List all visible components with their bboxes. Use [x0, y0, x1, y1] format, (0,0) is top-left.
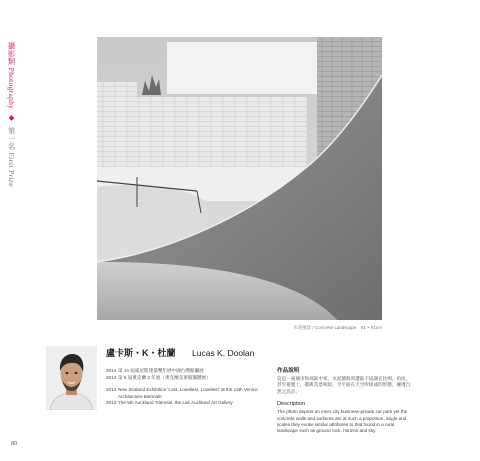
- artwork-photo: [97, 37, 382, 320]
- artwork-description: [277, 366, 412, 435]
- prize-en: First Prize: [7, 152, 16, 187]
- artist-name: [106, 346, 254, 359]
- artist-bio: [106, 368, 266, 407]
- description-heading-en: Description: [277, 401, 305, 408]
- description-heading-zh: 作品說明: [277, 368, 300, 374]
- bio-year: 2013: [106, 374, 117, 380]
- artwork-caption: 水泥風景 / Concrete Landscape 81 × 81cm: [293, 325, 382, 330]
- concrete-landscape-image: [97, 37, 382, 320]
- category-zh: 攝影類: [7, 42, 16, 66]
- bio-text: 第 14 屆威尼斯建築雙年展中國台灣館聯展: [118, 368, 204, 373]
- artist-portrait: [46, 346, 97, 410]
- description-text-en: The photo depicts an inner city business-private car park yet the concrete walls and surfaces are at such a proportion, angle and scales they evoke similar attributes to that found in a rural landscape such as ground rock, horizon and sky.: [277, 409, 408, 434]
- bio-year: 2014: [106, 387, 117, 392]
- bio-year: 2014: [106, 368, 117, 373]
- bio-entry: [106, 387, 266, 400]
- artist-photo-image: [46, 346, 97, 410]
- sidebar-section-label: [0, 40, 22, 240]
- artist-name-en: Lucas K. Doolan: [192, 348, 255, 358]
- description-text-zh: 這是一座城市和郊區中家，水泥牆與周遭區不協調在比例，角度，甚至視覺上，都與荒景相似，令平面在天空所組成的形態，傳透自然之設計。: [277, 376, 411, 394]
- bio-year: 2013: [106, 400, 117, 405]
- bio-entry: [106, 375, 266, 382]
- page-number: 80: [11, 441, 18, 447]
- section-label-vertical: [6, 42, 17, 187]
- bio-text: New Zealand Exhibition 'Lost, Loneliest, Loveliest' at the 14th Venice Architecture Biennale: [118, 387, 258, 399]
- bullet-separator: ◆: [7, 113, 16, 123]
- prize-zh: 第一名: [7, 126, 16, 151]
- bio-text: 第 5 屆奧克蘭 3 年展（奧克蘭美術館團體展）: [118, 374, 211, 380]
- category-en: Photography: [7, 67, 16, 110]
- artist-name-zh: 盧卡斯・K・杜蘭: [106, 348, 176, 358]
- bio-text: The 5th Auckland Triennial, the Lab Auckland Art Gallery: [118, 400, 233, 405]
- bio-entry: [106, 400, 266, 407]
